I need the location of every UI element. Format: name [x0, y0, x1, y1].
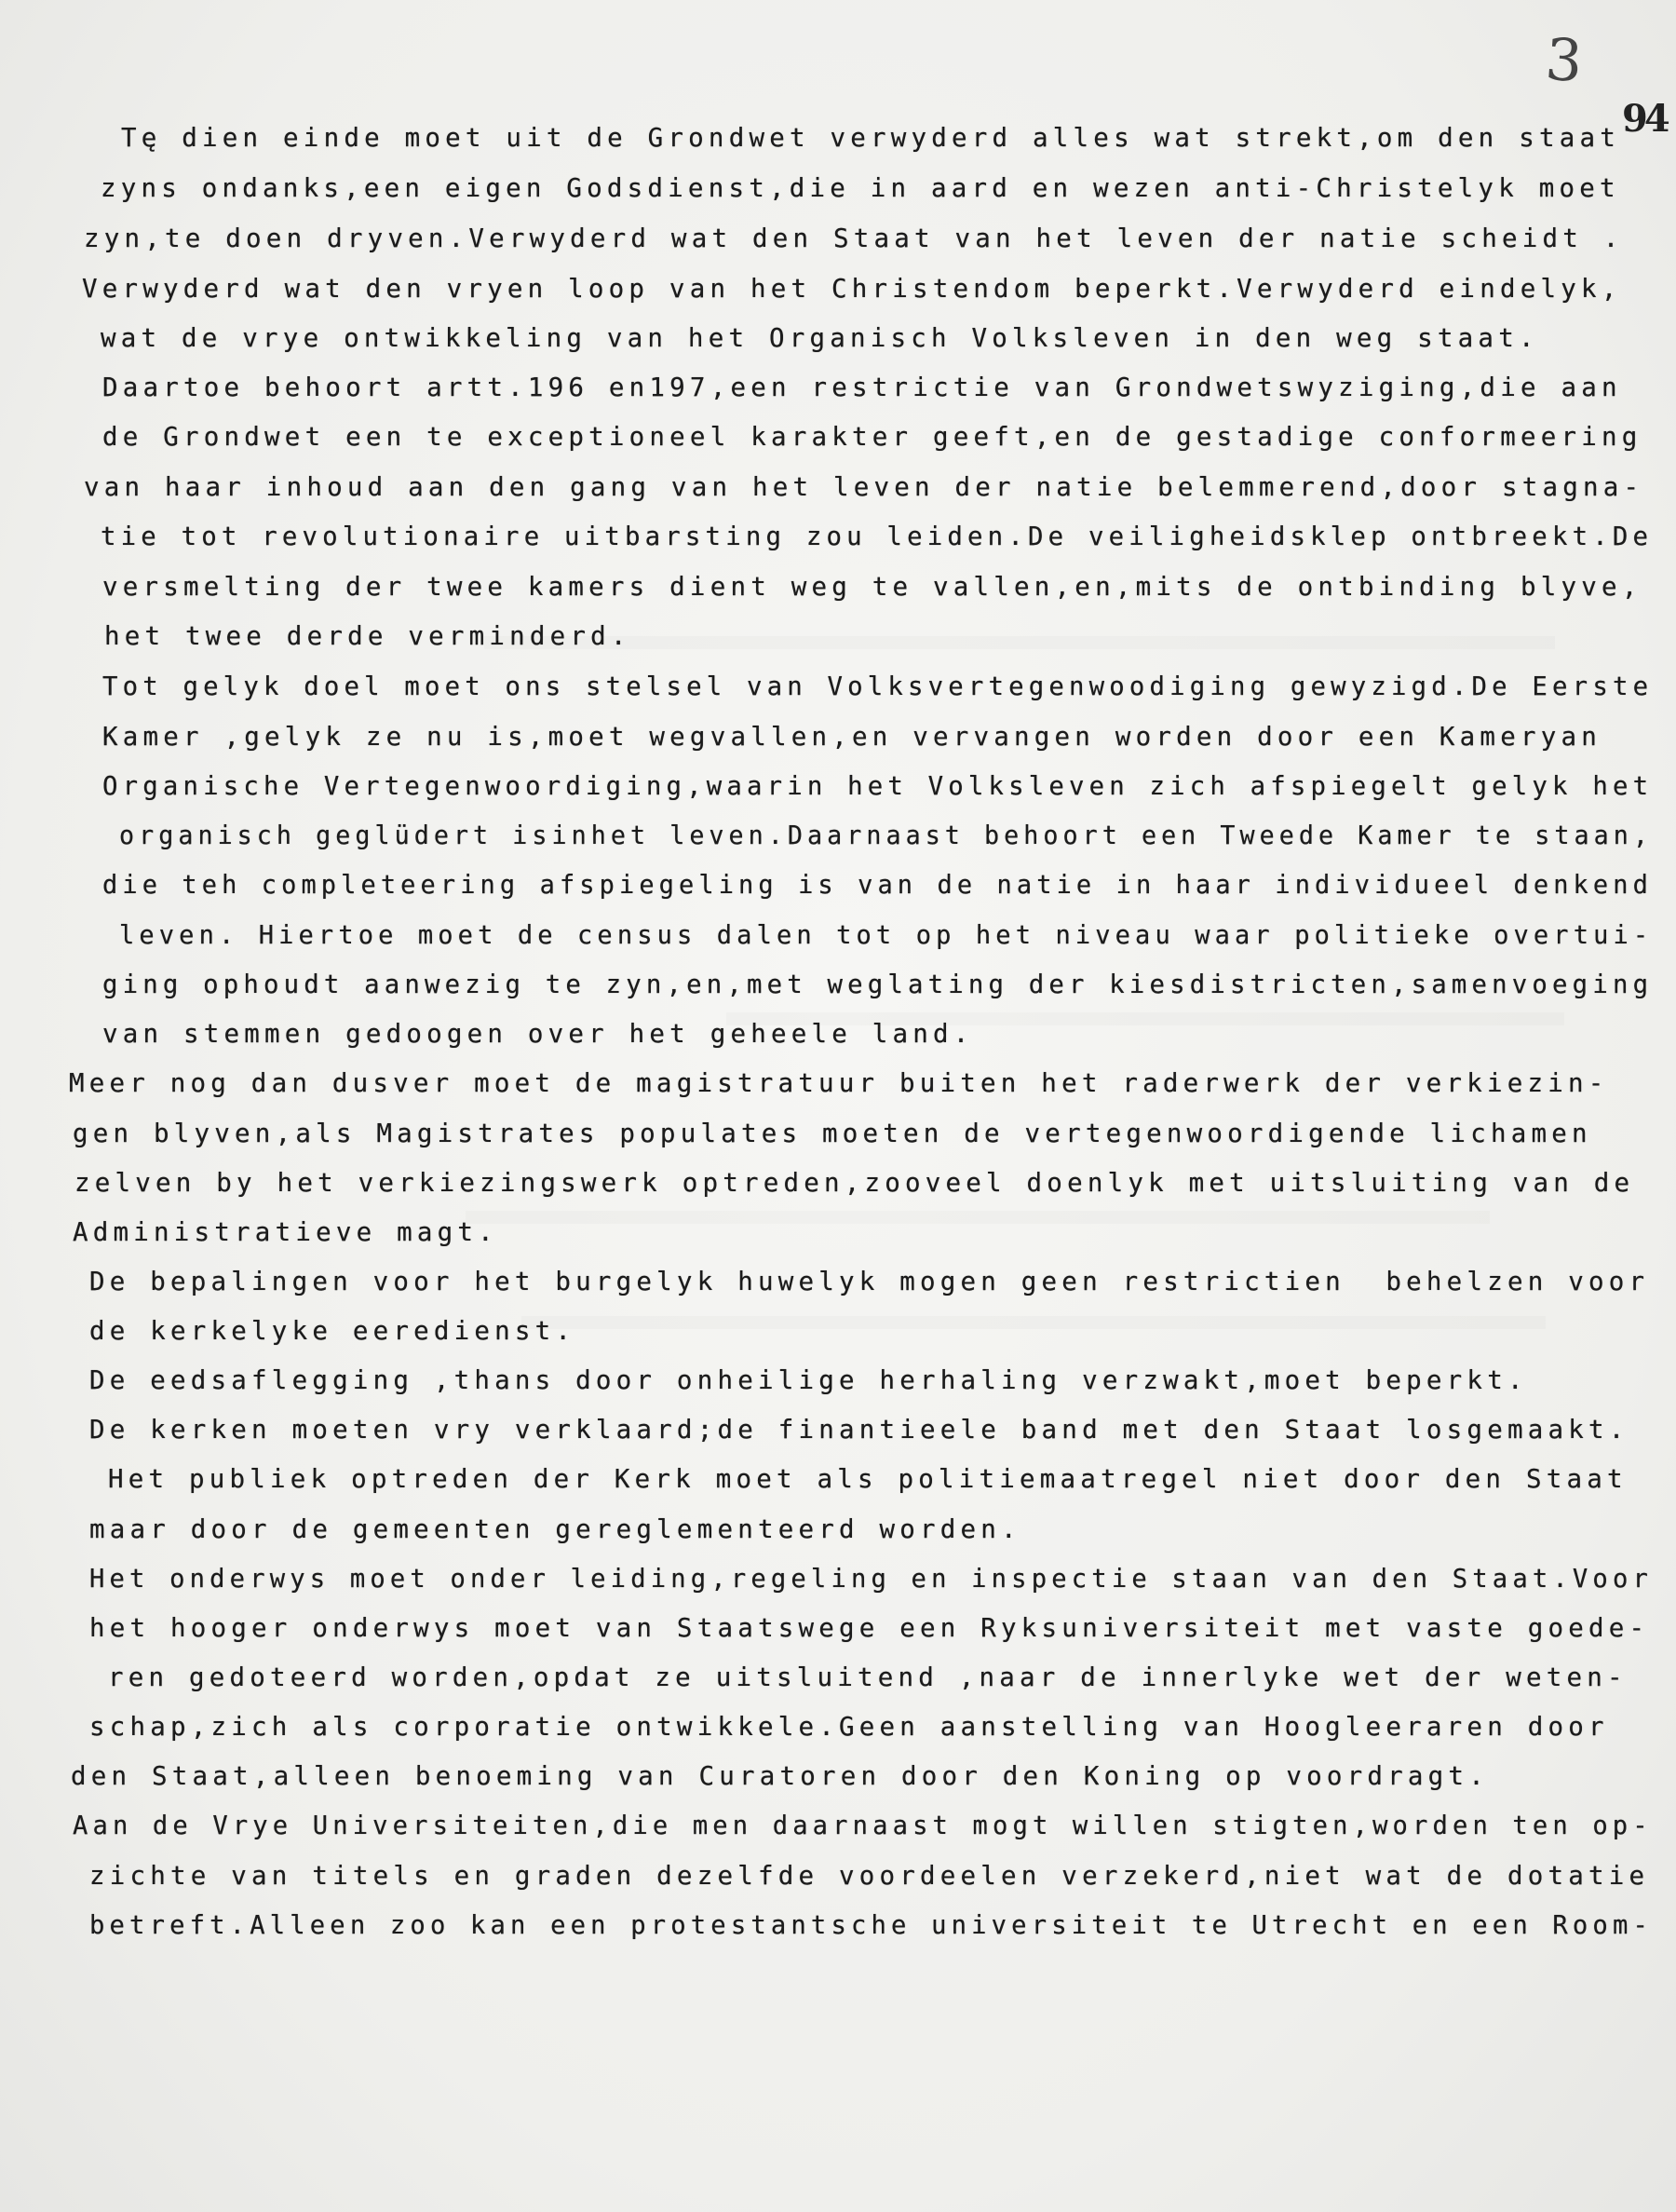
text-line: ging ophoudt aanwezig te zyn,en,met weglating der kiesdistricten,samenvoeging — [102, 970, 1654, 999]
text-line: de Grondwet een te exceptioneel karakter geeft,en de gestadige conformeering — [102, 422, 1642, 452]
text-line: schap,zich als corporatie ontwikkele.Geen aanstelling van Hoogleeraren door — [89, 1712, 1609, 1742]
text-line: De bepalingen voor het burgelyk huwelyk mogen geen restrictien behelzen voor — [89, 1267, 1650, 1296]
text-line: van stemmen gedoogen over het geheele land. — [102, 1019, 974, 1049]
text-line: leven. Hiertoe moet de census dalen tot op het niveau waar politieke overtui- — [119, 920, 1654, 950]
text-line: Aan de Vrye Universiteiten,die men daarnaast mogt willen stigten,worden ten op- — [73, 1811, 1653, 1840]
text-line: wat de vrye ontwikkeling van het Organisch Volksleven in den weg staat. — [101, 323, 1539, 353]
text-line: Tot gelyk doel moet ons stelsel van Volksvertegenwoodiging gewyzigd.De Eerste — [102, 672, 1654, 701]
text-line: het hooger onderwys moet van Staatswege een Ryksuniversiteit met vaste goede- — [89, 1613, 1650, 1643]
text-line: maar door de gemeenten gereglementeerd worden. — [89, 1514, 1021, 1544]
folio-number: 94 — [1622, 97, 1667, 141]
text-line: Administratieve magt. — [73, 1217, 498, 1247]
text-line: zichte van titels en graden dezelfde voordeelen verzekerd,niet wat de dotatie — [89, 1861, 1650, 1891]
text-line: zelven by het verkiezingswerk optreden,zooveel doenlyk met uitsluiting van de — [74, 1168, 1635, 1198]
text-line: de kerkelyke eeredienst. — [89, 1316, 576, 1346]
text-line: organisch geglüdert isinhet leven.Daarnaast behoort een Tweede Kamer te staan, — [119, 821, 1653, 850]
text-line: ren gedoteerd worden,opdat ze uitsluitend ,naar de innerlyke wet der weten- — [108, 1662, 1628, 1692]
bleed-through — [484, 636, 1555, 649]
text-line: betreft.Alleen zoo kan een protestantsche universiteit te Utrecht en een Room- — [89, 1910, 1654, 1940]
text-line: Meer nog dan dusver moet de magistratuur buiten het raderwerk der verkiezin- — [69, 1068, 1609, 1098]
page-number: 3 — [1543, 24, 1585, 96]
text-line: Het publiek optreden der Kerk moet als politiemaatregel niet door den Staat — [108, 1464, 1628, 1494]
text-line: Verwyderd wat den vryen loop van het Christendom beperkt.Verwyderd eindelyk, — [82, 274, 1622, 304]
text-line: Daartoe behoort artt.196 en197,een restrictie van Grondwetswyziging,die aan — [102, 373, 1622, 402]
text-line: Het onderwys moet onder leiding,regeling en inspectie staan van den Staat.Voor — [89, 1564, 1654, 1594]
bleed-through — [466, 1211, 1490, 1224]
text-line: het twee derde verminderd. — [104, 621, 631, 651]
text-line: die teh completeering afspiegeling is van de natie in haar individueel denkend — [102, 870, 1653, 900]
text-line: Tę dien einde moet uit de Grondwet verwyderd alles wat strekt,om den staat — [121, 123, 1620, 153]
text-line: De eedsaflegging ,thans door onheilige herhaling verzwakt,moet beperkt. — [89, 1365, 1528, 1395]
text-line: De kerken moeten vry verklaard;de finantieele band met den Staat losgemaakt. — [89, 1415, 1629, 1445]
text-line: gen blyven,als Magistrates populates moeten de vertegenwoordigende lichamen — [73, 1119, 1592, 1148]
text-line: Kamer ,gelyk ze nu is,moet wegvallen,en vervangen worden door een Kameryan — [102, 722, 1602, 752]
text-line: zyn,te doen dryven.Verwyderd wat den Staat van het leven der natie scheidt . — [84, 224, 1624, 253]
text-line: van haar inhoud aan den gang van het leven der natie belemmerend,door stagna- — [84, 472, 1644, 502]
bleed-through — [521, 1316, 1546, 1329]
text-line: versmelting der twee kamers dient weg te vallen,en,mits de ontbinding blyve, — [102, 572, 1642, 602]
text-line: den Staat,alleen benoeming van Curatoren door den Koning op voordragt. — [71, 1761, 1489, 1791]
text-line: Organische Vertegenwoordiging,waarin het Volksleven zich afspiegelt gelyk het — [102, 771, 1654, 801]
text-line: tie tot revolutionaire uitbarsting zou leiden.De veiligheidsklep ontbreekt.De — [101, 522, 1654, 551]
text-line: zyns ondanks,een eigen Godsdienst,die in aard en wezen anti-Christelyk moet — [101, 173, 1620, 203]
